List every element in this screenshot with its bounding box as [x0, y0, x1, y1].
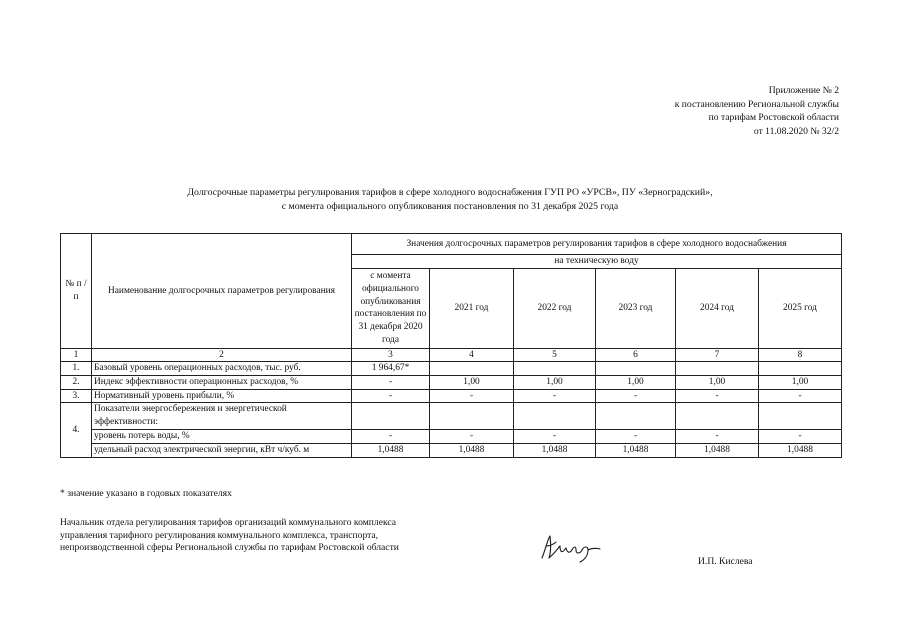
- table-row-efficiency-index: [61, 376, 842, 390]
- value-cell: [759, 362, 842, 376]
- table-row-base-opex: [61, 362, 842, 376]
- annex-line-3: по тарифам Ростовской области: [708, 112, 839, 124]
- index-cell: 6: [596, 348, 676, 362]
- value-cell: 1,0488: [676, 443, 759, 457]
- header-technical-water: на техническую воду: [352, 255, 842, 269]
- header-parameter-name: Наименование долгосрочных параметров регулирования: [92, 234, 352, 349]
- value-cell: 1,0488: [352, 443, 430, 457]
- signer-position: Начальник отдела регулирования тарифов организаций коммунального комплекса управления тарифного регулирования коммунального комплекса, транспорта, непроизводственной сферы Региональной службы по тарифам Ростовской области: [60, 517, 399, 554]
- document-title: [60, 186, 840, 214]
- row-name: Показатели энергосбережения и энергетической эффективности:: [92, 403, 352, 429]
- value-cell: [676, 403, 759, 429]
- value-cell: 1,0488: [759, 443, 842, 457]
- annex-line-4: от 11.08.2020 № 32/2: [753, 125, 839, 137]
- value-cell: -: [352, 389, 430, 403]
- signer-name: И.П. Кислева: [698, 556, 753, 567]
- value-cell: [514, 403, 596, 429]
- value-cell: [759, 403, 842, 429]
- header-period-2022: 2022 год: [514, 268, 596, 348]
- row-number: 1.: [61, 362, 92, 376]
- signature-image: [536, 530, 608, 566]
- row-name: Базовый уровень операционных расходов, тыс. руб.: [92, 362, 352, 376]
- value-cell: [352, 403, 430, 429]
- header-values-group: Значения долгосрочных параметров регулирования тарифов в сфере холодного водоснабжения: [352, 234, 842, 255]
- header-period-2024: 2024 год: [676, 268, 759, 348]
- footnote: * значение указано в годовых показателях: [60, 488, 232, 499]
- value-cell: 1,00: [759, 376, 842, 390]
- value-cell: 1,00: [596, 376, 676, 390]
- header-period-2020: с момента официального опубликования постановления по 31 декабря 2020 года: [352, 268, 430, 348]
- header-period-2021: 2021 год: [430, 268, 514, 348]
- row-name: уровень потерь воды, %: [92, 429, 352, 443]
- value-cell: 1,00: [514, 376, 596, 390]
- table-row-profit-level: [61, 389, 842, 403]
- row-number: 4.: [61, 403, 92, 457]
- value-cell: [514, 362, 596, 376]
- index-cell: 3: [352, 348, 430, 362]
- value-cell: -: [759, 429, 842, 443]
- value-cell: 1,00: [430, 376, 514, 390]
- annex-header: [675, 84, 839, 138]
- value-cell: 1 964,67*: [352, 362, 430, 376]
- header-number: № п /п: [61, 234, 92, 349]
- table-row-energy-efficiency: [61, 403, 842, 429]
- value-cell: -: [514, 429, 596, 443]
- value-cell: [596, 362, 676, 376]
- index-cell: 8: [759, 348, 842, 362]
- row-number: 3.: [61, 389, 92, 403]
- value-cell: 1,0488: [430, 443, 514, 457]
- index-cell: 5: [514, 348, 596, 362]
- value-cell: -: [430, 389, 514, 403]
- row-name: Индекс эффективности операционных расходов, %: [92, 376, 352, 390]
- annex-line-2: к постановлению Региональной службы: [674, 98, 839, 110]
- value-cell: -: [514, 389, 596, 403]
- table-row-electricity-consumption: [61, 443, 842, 457]
- value-cell: -: [352, 376, 430, 390]
- row-number: 2.: [61, 376, 92, 390]
- value-cell: [596, 403, 676, 429]
- value-cell: -: [352, 429, 430, 443]
- annex-line-1: Приложение № 2: [768, 85, 839, 96]
- index-cell: 2: [92, 348, 352, 362]
- index-cell: 4: [430, 348, 514, 362]
- table-row-water-loss: [61, 429, 842, 443]
- value-cell: [430, 362, 514, 376]
- value-cell: [430, 403, 514, 429]
- value-cell: -: [676, 429, 759, 443]
- header-period-2025: 2025 год: [759, 268, 842, 348]
- value-cell: -: [676, 389, 759, 403]
- value-cell: -: [759, 389, 842, 403]
- value-cell: [676, 362, 759, 376]
- value-cell: 1,0488: [514, 443, 596, 457]
- column-index-row: [61, 348, 842, 362]
- value-cell: -: [596, 429, 676, 443]
- row-name: Нормативный уровень прибыли, %: [92, 389, 352, 403]
- value-cell: -: [430, 429, 514, 443]
- index-cell: 1: [61, 348, 92, 362]
- value-cell: -: [596, 389, 676, 403]
- index-cell: 7: [676, 348, 759, 362]
- value-cell: 1,0488: [596, 443, 676, 457]
- value-cell: 1,00: [676, 376, 759, 390]
- title-line-2: с момента официального опубликования постановления по 31 декабря 2025 года: [281, 200, 619, 212]
- header-period-2023: 2023 год: [596, 268, 676, 348]
- parameters-table: [60, 233, 842, 458]
- row-name: удельный расход электрической энергии, кВт ч/куб. м: [92, 443, 352, 457]
- title-line-1: Долгосрочные параметры регулирования тарифов в сфере холодного водоснабжения ГУП РО «УРСВ», ПУ «Зерноградский»,: [187, 187, 713, 198]
